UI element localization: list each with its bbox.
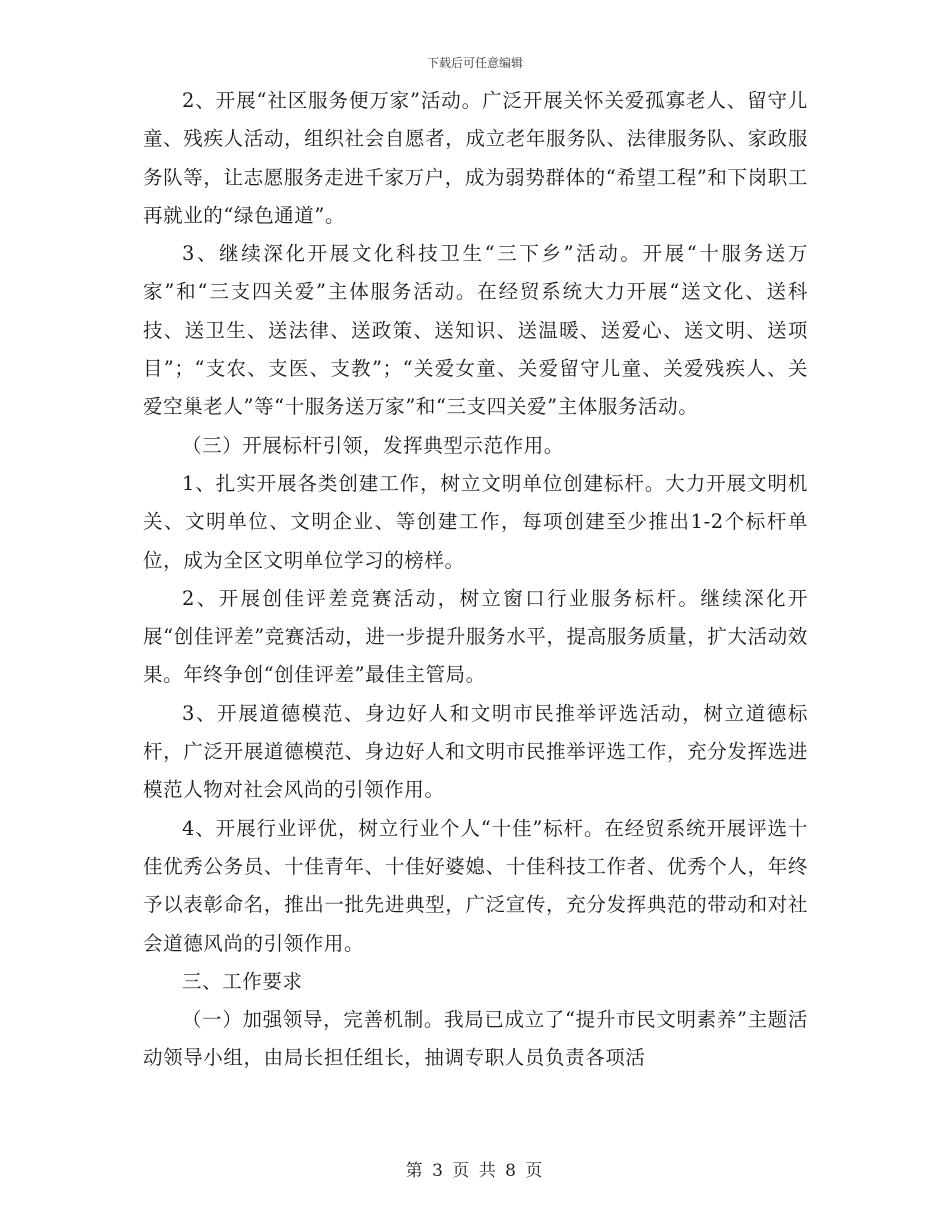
- page-footer: 第 3 页 共 8 页: [405, 1161, 545, 1181]
- section-heading: 三、工作要求: [182, 969, 303, 993]
- paragraph: 3、开展道德模范、身边好人和文明市民推举评选活动，树立道德标杆，广泛开展道德模范、身边好人和文明市民推举评选工作，充分发挥选进模范人物对社会风尚的引领作用。: [143, 701, 808, 802]
- paragraph: （一）加强领导，完善机制。我局已成立了“提升市民文明素养”主题活动领导小组，由局长担任组长，抽调专职人员负责各项活: [143, 1008, 808, 1070]
- header-note: 下载后可任意编辑: [426, 56, 523, 70]
- paragraph: 3、继续深化开展文化科技卫生“三下乡”活动。开展“十服务送万家”和“三支四关爱”主体服务活动。在经贸系统大力开展“送文化、送科技、送卫生、送法律、送政策、送知识、送温暖、送爱心、送文明、送项目”；“支农、支医、支教”；“关爱女童、关爱留守儿童、关爱残疾人、关爱空巢老人”等“十服务送万家”和“三支四关爱”主体服务活动。: [143, 242, 808, 419]
- paragraph: 1、扎实开展各类创建工作，树立文明单位创建标杆。大力开展文明机关、文明单位、文明企业、等创建工作，每项创建至少推出1-2个标杆单位，成为全区文明单位学习的榜样。: [143, 471, 808, 572]
- paragraph: 2、开展“社区服务便万家”活动。广泛开展关怀关爱孤寡老人、留守儿童、残疾人活动，组织社会自愿者，成立老年服务队、法律服务队、家政服务队等，让志愿服务走进千家万户，成为弱势群体的“希望工程”和下岗职工再就业的“绿色通道”。: [143, 89, 808, 227]
- document-body: [143, 82, 808, 1078]
- paragraph: 4、开展行业评优，树立行业个人“十佳”标杆。在经贸系统开展评选十佳优秀公务员、十佳青年、十佳好婆媳、十佳科技工作者、优秀个人，年终予以表彰命名，推出一批先进典型，广泛宣传，充分发挥典范的带动和对社会道德风尚的引领作用。: [143, 816, 808, 955]
- paragraph: 2、开展创佳评差竞赛活动，树立窗口行业服务标杆。继续深化开展“创佳评差”竞赛活动，进一步提升服务水平，提高服务质量，扩大活动效果。年终争创“创佳评差”最佳主管局。: [143, 586, 808, 687]
- section-heading: （三）开展标杆引领，发挥典型示范作用。: [182, 433, 564, 457]
